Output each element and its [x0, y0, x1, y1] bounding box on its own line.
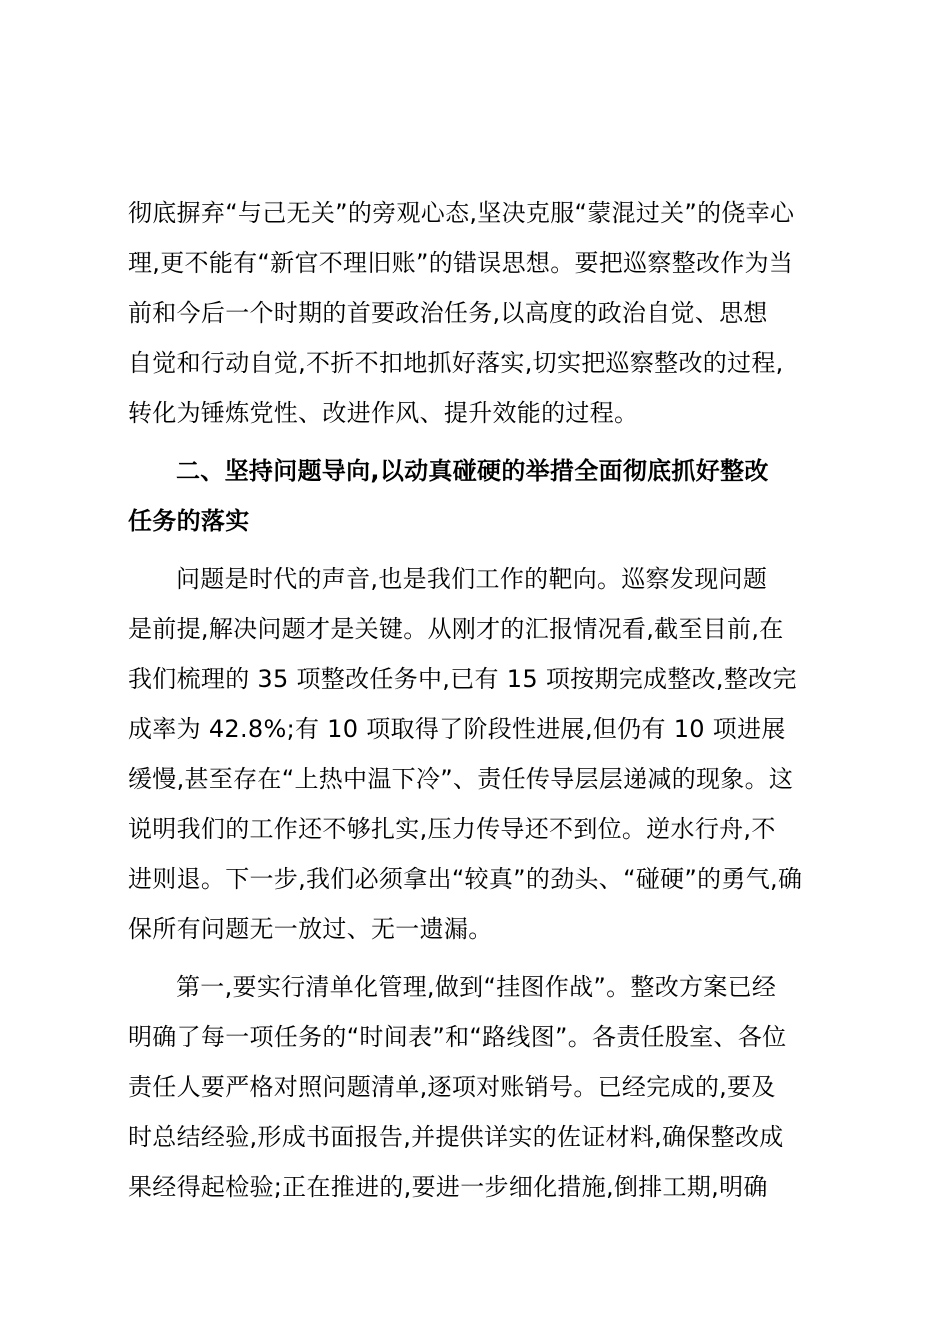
paragraph-line: 第一,要实行清单化管理,做到“挂图作战”。整改方案已经 — [176, 973, 777, 1001]
section-heading: 二、坚持问题导向,以动真碰硬的举措全面彻底抓好整改 — [176, 457, 769, 485]
paragraph-line: 说明我们的工作还不够扎实,压力传导还不到位。逆水行舟,不 — [128, 815, 776, 843]
section-heading-continuation: 任务的落实 — [128, 507, 250, 535]
paragraph-line: 成率为 42.8%;有 10 项取得了阶段性进展,但仍有 10 项进展 — [128, 715, 786, 743]
paragraph-line: 前和今后一个时期的首要政治任务,以高度的政治自觉、思想 — [128, 299, 768, 327]
paragraph-line: 问题是时代的声音,也是我们工作的靶向。巡察发现问题 — [176, 565, 768, 593]
paragraph-line: 进则退。下一步,我们必须拿出“较真”的劲头、“碰硬”的勇气,确 — [128, 865, 803, 893]
paragraph-line: 时总结经验,形成书面报告,并提供详实的佐证材料,确保整改成 — [128, 1123, 784, 1151]
paragraph-line: 我们梳理的 35 项整改任务中,已有 15 项按期完成整改,整改完 — [128, 665, 797, 693]
paragraph-line: 缓慢,甚至存在“上热中温下冷”、责任传导层层递减的现象。这 — [128, 765, 794, 793]
paragraph-line: 保所有问题无一放过、无一遗漏。 — [128, 915, 493, 943]
paragraph-line: 明确了每一项任务的“时间表”和“路线图”。各责任股室、各位 — [128, 1023, 787, 1051]
paragraph-line: 是前提,解决问题才是关键。从刚才的汇报情况看,截至目前,在 — [128, 615, 784, 643]
paragraph-line: 果经得起检验;正在推进的,要进一步细化措施,倒排工期,明确 — [128, 1173, 768, 1201]
paragraph-line: 自觉和行动自觉,不折不扣地抓好落实,切实把巡察整改的过程, — [128, 349, 784, 377]
paragraph-line: 转化为锤炼党性、改进作风、提升效能的过程。 — [128, 399, 639, 427]
paragraph-line: 理,更不能有“新官不理旧账”的错误思想。要把巡察整改作为当 — [128, 249, 794, 277]
paragraph-line: 彻底摒弃“与己无关”的旁观心态,坚决克服“蒙混过关”的侥幸心 — [128, 199, 795, 227]
paragraph-line: 责任人要严格对照问题清单,逐项对账销号。已经完成的,要及 — [128, 1073, 776, 1101]
